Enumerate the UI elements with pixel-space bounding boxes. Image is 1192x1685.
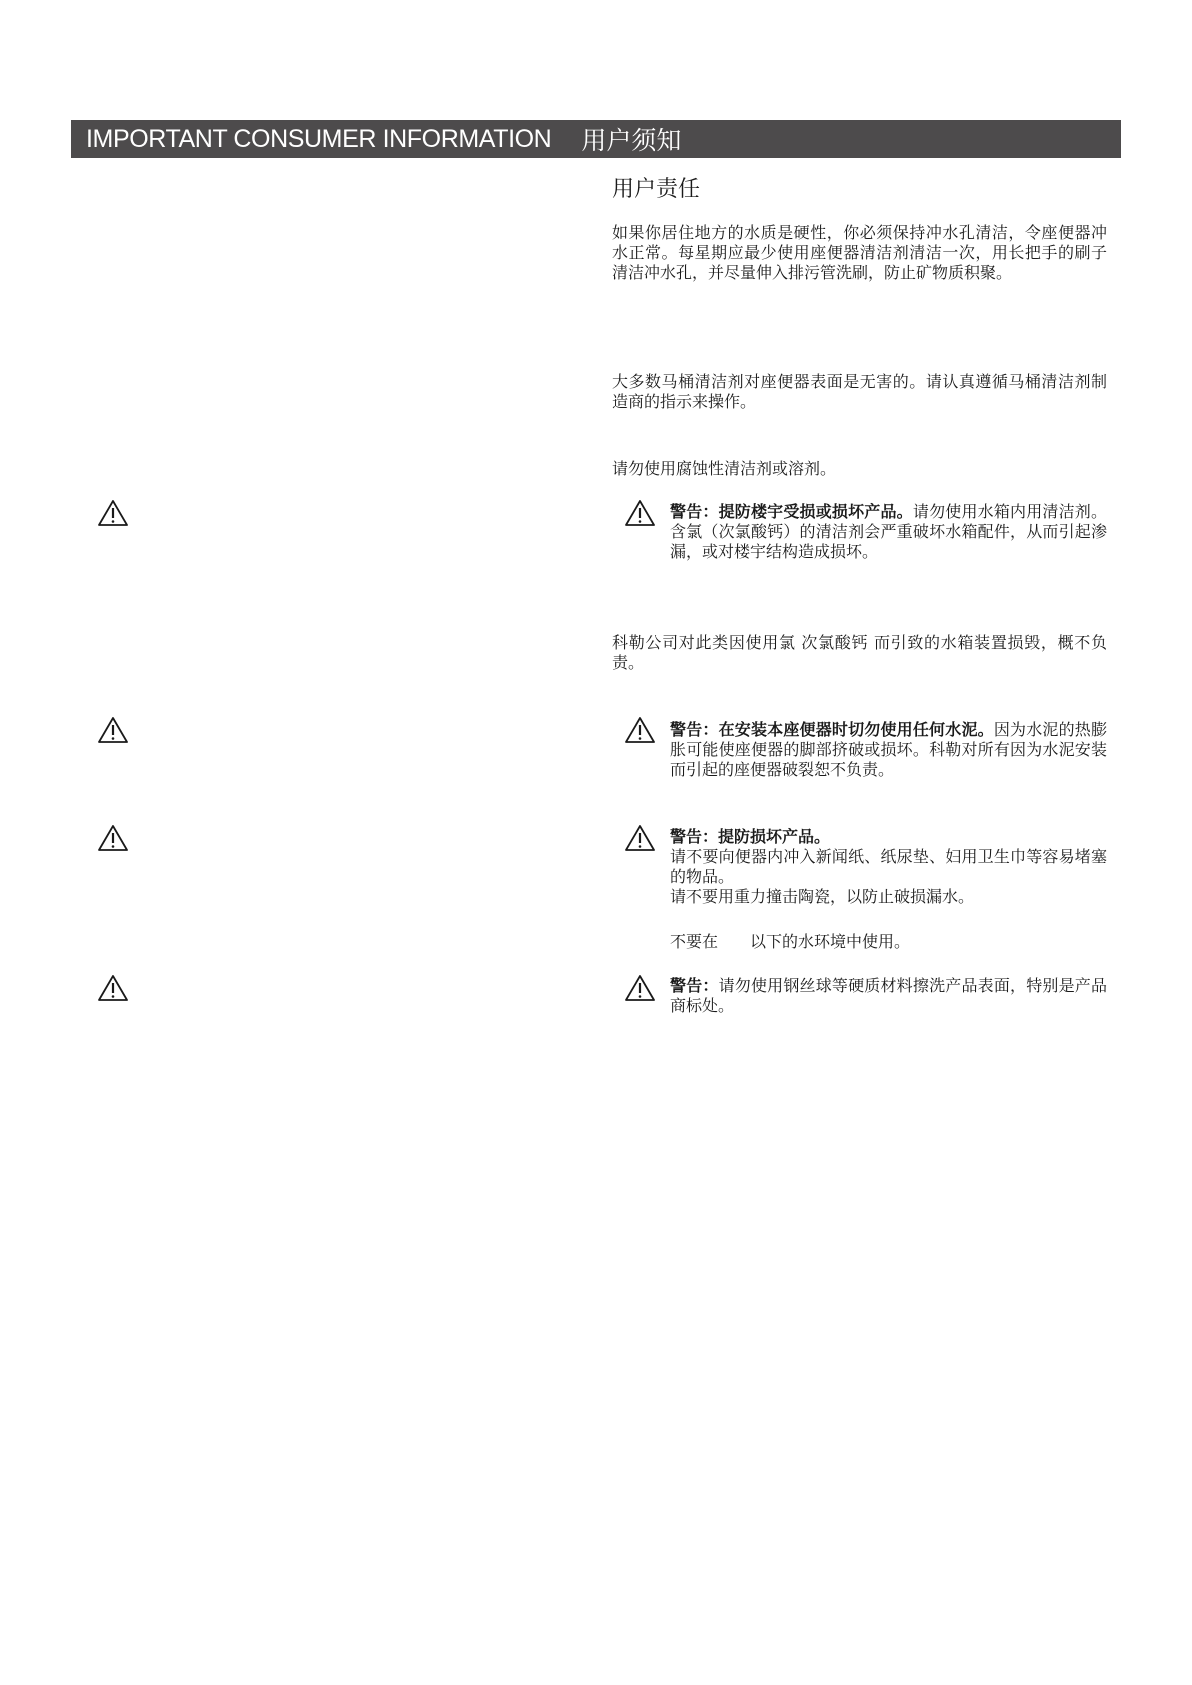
warning-product-damage-line3 [670, 932, 1107, 952]
warning-product-damage-line3-b: 以下的水环境中使用。 [750, 932, 911, 951]
warning-steel-wool-text: 请勿使用钢丝球等硬质材料擦洗产品表面，特别是产品商标处。 [670, 976, 1107, 1015]
warning-cement-text: 因为水泥的热膨胀可能使座便器的脚部挤破或损坏。科勒对所有因为水泥安装而引起的座便器破裂恕不负责。 [670, 720, 1107, 779]
warning-cement [670, 720, 1107, 780]
warning-triangle-icon [97, 499, 129, 527]
warning-triangle-icon [624, 716, 656, 744]
section-title: 用户责任 [612, 177, 701, 202]
warning-tank-cleaner-title: 警告：提防楼宇受损或损坏产品。 [670, 502, 913, 521]
warning-tank-cleaner [670, 502, 1107, 562]
warning-product-damage-line3-a: 不要在 [670, 932, 719, 951]
warning-triangle-icon [97, 716, 129, 744]
warning-product-damage-line1: 请不要向便器内冲入新闻纸、纸尿垫、妇用卫生巾等容易堵塞的物品。 [670, 847, 1107, 886]
header-bar [71, 120, 1121, 158]
paragraph-cleaner: 大多数马桶清洁剂对座便器表面是无害的。请认真遵循马桶清洁剂制造商的指示来操作。 [612, 372, 1107, 411]
header-title-en: IMPORTANT CONSUMER INFORMATION [86, 124, 552, 153]
warning-product-damage-line2: 请不要用重力撞击陶瓷，以防止破损漏水。 [670, 887, 975, 906]
warning-triangle-icon [624, 499, 656, 527]
warning-triangle-icon [624, 824, 656, 852]
header-title-cn: 用户须知 [581, 126, 682, 155]
warning-steel-wool [670, 976, 1107, 1016]
paragraph-hard-water: 如果你居住地方的水质是硬性，你必须保持冲水孔清洁，令座便器冲水正常。每星期应最少使用座便器清洁剂清洁一次，用长把手的刷子清洁冲水孔，并尽量伸入排污管洗刷，防止矿物质积聚。 [612, 223, 1107, 282]
warning-product-damage-title: 警告：提防损坏产品。 [670, 827, 831, 846]
warning-triangle-icon [97, 974, 129, 1002]
warning-steel-wool-title: 警告： [670, 976, 719, 995]
warning-cement-title: 警告：在安装本座便器时切勿使用任何水泥。 [670, 720, 994, 739]
paragraph-kohler-liability: 科勒公司对此类因使用氯 次氯酸钙 而引致的水箱装置损毁，概不负责。 [612, 633, 1107, 672]
warning-triangle-icon [97, 824, 129, 852]
warning-product-damage [670, 827, 1107, 907]
warning-triangle-icon [624, 974, 656, 1002]
paragraph-no-corrosive: 请勿使用腐蚀性清洁剂或溶剂。 [612, 459, 837, 478]
warning-tank-cleaner-text: 请勿使用水箱内用清洁剂。含氯（次氯酸钙）的清洁剂会严重破坏水箱配件，从而引起渗漏，或对楼宇结构造成损坏。 [670, 502, 1107, 561]
